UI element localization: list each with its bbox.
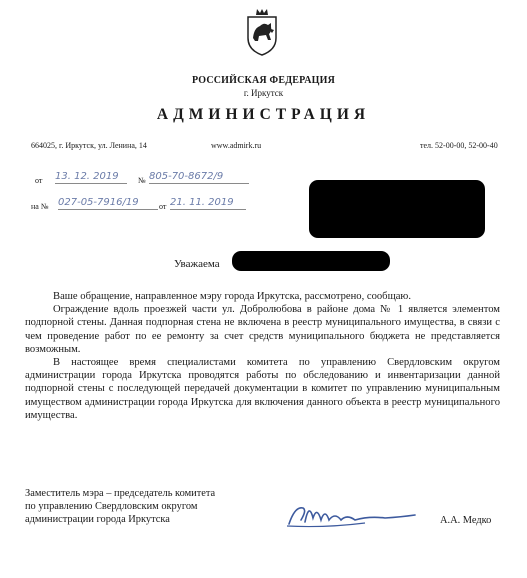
signatory-position: Заместитель мэра – председатель комитета по управлению Свердловским округом администрации города Иркутска bbox=[25, 488, 216, 525]
number-sign: № bbox=[138, 176, 146, 185]
city-coat-of-arms-icon bbox=[244, 8, 280, 56]
date-label: от bbox=[35, 176, 43, 185]
incoming-date: 21. 11. 2019 bbox=[170, 197, 246, 210]
signatory-name: А.А. Медко bbox=[440, 515, 492, 526]
handwritten-signature bbox=[285, 498, 420, 532]
name-redaction bbox=[232, 251, 390, 271]
phone-numbers: тел. 52-00-00, 52-00-40 bbox=[420, 141, 498, 150]
paragraph-2: Ограждение вдоль проезжей части ул. Добролюбова в районе дома № 1 является элементом подпорной стены. Данная подпорная стена не включена в реестр муниципального имущества, в связи с чем проведение работ по ее ремонту за счет средств муниципального бюджета не представляется возможным. bbox=[25, 304, 500, 355]
outgoing-number: 805-70-8672/9 bbox=[149, 171, 249, 184]
letter-date: 13. 12. 2019 bbox=[55, 171, 127, 184]
website-link[interactable]: www.admirk.ru bbox=[211, 141, 262, 150]
addressee-redaction bbox=[309, 180, 485, 238]
organization-title: АДМИНИСТРАЦИЯ bbox=[156, 106, 371, 123]
paragraph-1: Ваше обращение, направленное мэру города Иркутска, рассмотрено, сообщаю. bbox=[53, 291, 411, 302]
paragraph-3: В настоящее время специалистами комитета по управлению Свердловским округом администрации города Иркутска проводятся работы по обследованию и инвентаризации данной подпорной стены с последующей передачей документации в комитет по управлению муниципальным имуществом администрации города Иркутска для включения данного объекта в реестр муниципального имущества. bbox=[25, 357, 500, 421]
postal-address: 664025, г. Иркутск, ул. Ленина, 14 bbox=[31, 141, 147, 150]
letter-body bbox=[25, 290, 500, 422]
greeting: Уважаема bbox=[174, 258, 220, 270]
city-name: г. Иркутск bbox=[243, 88, 284, 98]
incoming-number-label: на № bbox=[31, 202, 49, 211]
incoming-date-label: от bbox=[159, 202, 167, 211]
country-name: РОССИЙСКАЯ ФЕДЕРАЦИЯ bbox=[191, 75, 335, 86]
incoming-number: 027-05-7916/19 bbox=[58, 197, 158, 210]
